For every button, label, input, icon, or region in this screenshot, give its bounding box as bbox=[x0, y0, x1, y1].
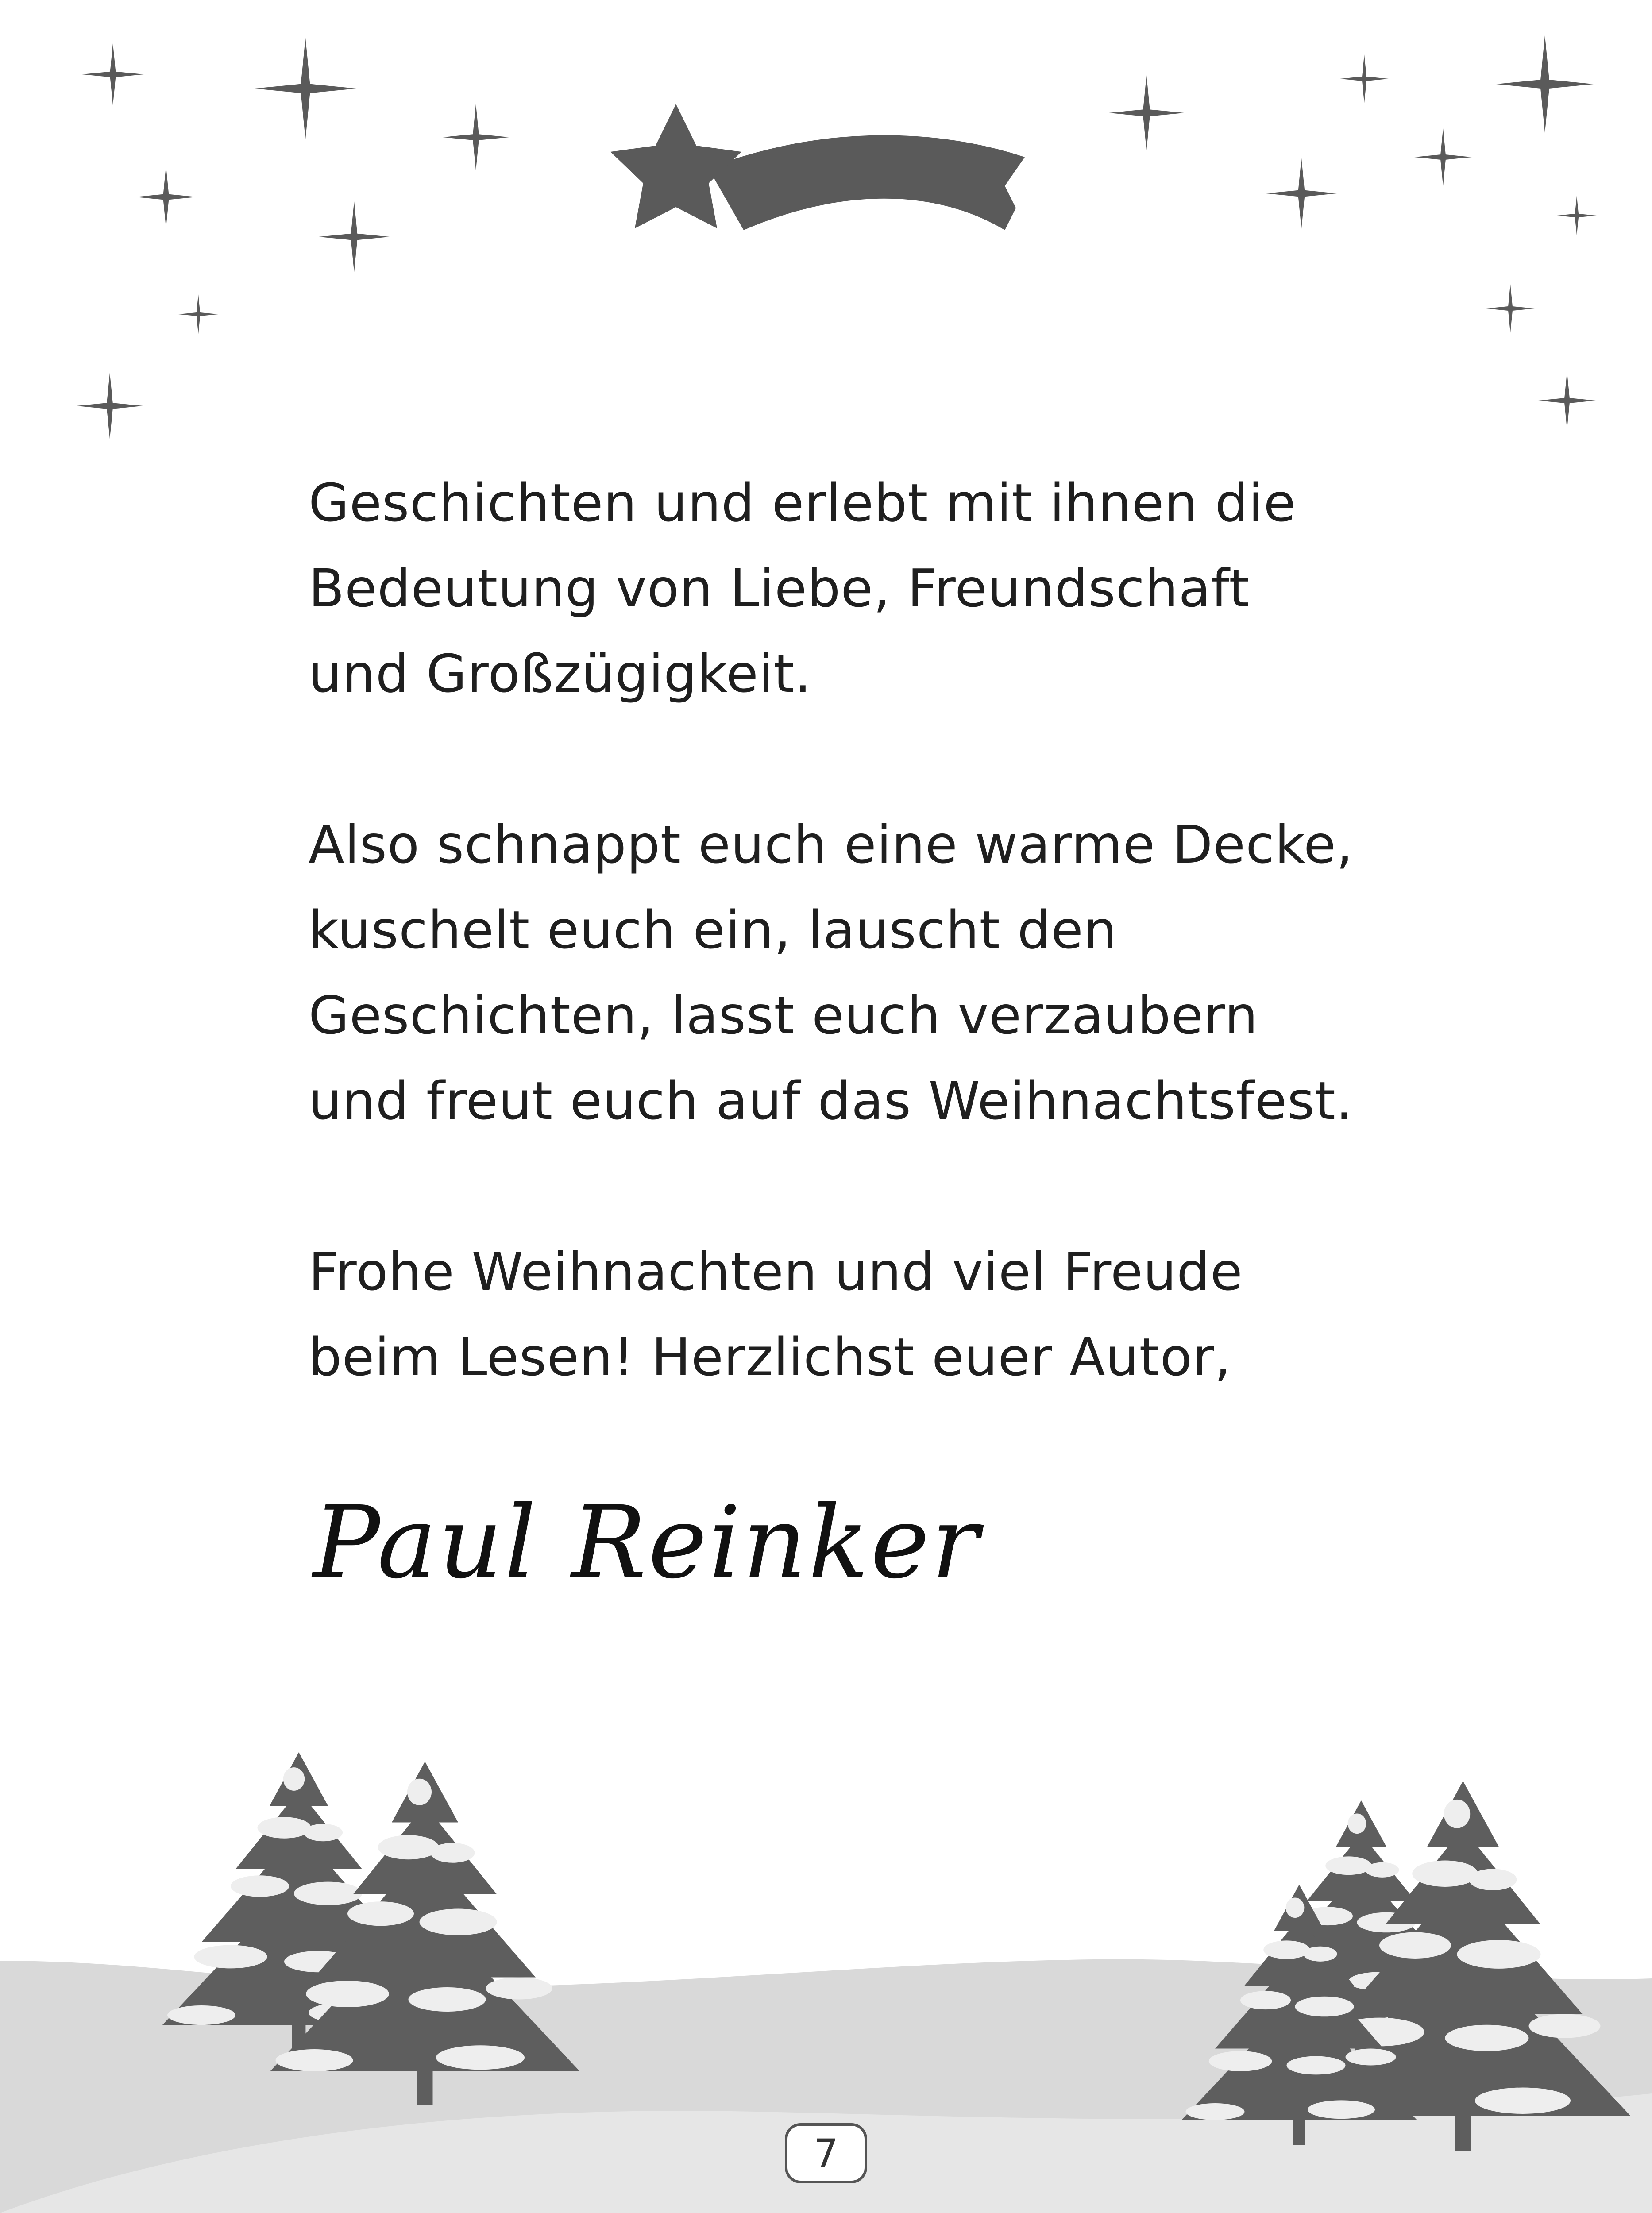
sparkle-star-icon bbox=[82, 43, 144, 105]
sparkle-star-icon bbox=[1266, 158, 1337, 229]
sparkle-star-icon bbox=[319, 201, 390, 272]
sparkle-star-icon bbox=[135, 166, 197, 228]
sparkle-star-icon bbox=[1496, 35, 1594, 133]
sparkle-star-icon bbox=[1557, 196, 1597, 235]
text-line: kuschelt euch ein, lauscht den bbox=[309, 899, 1117, 960]
body-text bbox=[309, 460, 1415, 1400]
text-line: Frohe Weihnachten und viel Freude bbox=[309, 1241, 1243, 1302]
text-line: Bedeutung von Liebe, Freundschaft bbox=[309, 558, 1250, 619]
paragraph bbox=[309, 460, 1415, 717]
paragraph bbox=[309, 802, 1415, 1144]
text-line: beim Lesen! Herzlichst euer Autor, bbox=[309, 1326, 1231, 1388]
sparkle-star-icon bbox=[443, 104, 509, 170]
paragraph bbox=[309, 1229, 1415, 1400]
sparkle-stars bbox=[77, 35, 1597, 439]
sparkle-star-icon bbox=[1109, 75, 1184, 150]
text-line: Geschichten, lasst euch verzaubern bbox=[309, 985, 1258, 1046]
author-signature: Paul Reinker bbox=[313, 1485, 981, 1601]
text-line: Geschichten und erlebt mit ihnen die bbox=[309, 472, 1296, 533]
page-number: 7 bbox=[785, 2123, 867, 2183]
sparkle-star-icon bbox=[1340, 54, 1389, 103]
shooting-star-icon bbox=[610, 104, 1025, 230]
sparkle-star-icon bbox=[1538, 372, 1596, 429]
text-line: Also schnappt euch eine warme Decke, bbox=[309, 814, 1354, 875]
sparkle-star-icon bbox=[178, 294, 218, 334]
sparkle-star-icon bbox=[1486, 284, 1535, 333]
text-line: und freut euch auf das Weihnachtsfest. bbox=[309, 1070, 1353, 1131]
text-line: und Großzügigkeit. bbox=[309, 643, 812, 704]
sparkle-star-icon bbox=[77, 373, 143, 439]
sparkle-star-icon bbox=[1414, 128, 1472, 186]
sparkle-star-icon bbox=[255, 38, 356, 139]
